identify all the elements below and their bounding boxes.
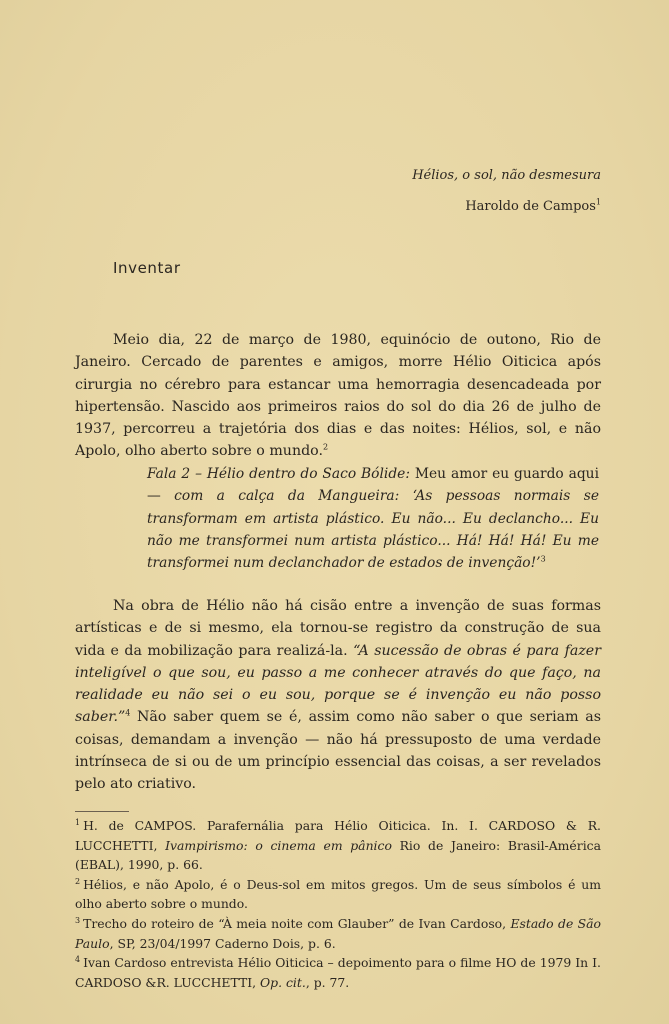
footnote-italic: Op. cit.: [260, 974, 306, 990]
paragraph-2-text-a: Na obra de Hélio não há cisão entre a invenção de suas formas artísticas e de si mesmo, ela tornou-se registro da construção de sua vida e da mobilização para realizá-la.: [75, 598, 601, 659]
paragraph-1-text: Meio dia, 22 de março de 1980, equinócio de outono, Rio de Janeiro. Cercado de parentes e amigos, morre Hélio Oiticica após cirurgia no cérebro para estancar uma hemorragia desencadeada por hipertensão. Nascido aos primeiros raios do sol do dia 26 de julho de 1937, percorreu a trajetória dos dias e das noites: Hélios, sol, e não Apolo, olho aberto sobre o mundo.: [75, 332, 601, 460]
footnote-number: 3: [75, 915, 81, 925]
footnote-text: H. de CAMPOS. Parafernália para Hélio Oiticica. In. I. CARDOSO & R. LUCCHETTI,: [75, 818, 601, 853]
footnote-3: [75, 914, 601, 953]
footnote-2: [75, 875, 601, 914]
footnote-text-end: , p. 77.: [305, 974, 350, 990]
footnote-1: [75, 816, 601, 875]
footnote-number: 2: [75, 876, 81, 886]
paragraph-2-text-b: Não saber quem se é, assim como não saber o que seriam as coisas, demandam a invenção — não há pressuposto de uma verdade intrínseca de si ou de um princípio essencial das coisas, a ser revelados pelo ato criativo.: [75, 709, 601, 793]
footnote-text: Ivan Cardoso entrevista Hélio Oiticica – depoimento para o filme HO de 1979 In I. CARDOSO &R. LUCCHETTI,: [75, 955, 601, 990]
epigraph-quote: Hélios, o sol, não desmesura: [412, 168, 601, 183]
footnote-italic: Estado de São Paulo: [75, 915, 601, 951]
block-quote: [147, 463, 599, 574]
footnote-italic: Ivampirismo: o cinema em pânico: [165, 837, 392, 853]
footnote-ref-4: 4: [125, 708, 131, 718]
footnote-text-end: , SP, 23/04/1997 Caderno Dois, p. 6.: [109, 935, 336, 951]
footnotes: [75, 816, 601, 992]
footnote-number: 4: [75, 955, 81, 965]
footnote-ref-1: 1: [595, 197, 601, 207]
paragraph-2-quote: “A sucessão de obras é para fazer inteligível o que sou, eu passo a me conhecer através do que faço, na realidade eu não sei o eu sou, porque se é invenção eu não posso saber.”: [75, 642, 601, 726]
footnote-ref-3: 3: [540, 554, 546, 564]
block-quote-speaker: Fala 2 – Hélio dentro do Saco Bólide:: [147, 466, 410, 482]
epigraph-author-name: Haroldo de Campos: [465, 199, 596, 214]
block-quote-italic: com a calça da Mangueira: ‘As pessoas normais se transformam em artista plástico. Eu não... Eu declancho... Eu não me transformei num artista plástico... Há! Há! Há! Eu me transformei num declanchador de estados de invenção!’: [147, 488, 599, 572]
paragraph-2: [75, 595, 601, 796]
footnote-number: 1: [75, 817, 81, 827]
paragraph-1: [75, 329, 601, 463]
footnote-ref-2: 2: [322, 442, 329, 452]
section-heading: Inventar: [113, 259, 181, 277]
epigraph-author: [465, 199, 601, 214]
footnote-text: Hélios, e não Apolo, é o Deus-sol em mitos gregos. Um de seus símbolos é um olho aberto sobre o mundo.: [75, 876, 601, 912]
block-quote-roman: Meu amor eu guardo aqui —: [147, 466, 599, 505]
footnote-text-end: Rio de Janeiro: Brasil-América (EBAL), 1990, p. 66.: [75, 837, 601, 873]
footnote-divider: [75, 811, 129, 812]
footnote-text: Trecho do roteiro de “À meia noite com Glauber” de Ivan Cardoso,: [83, 915, 511, 931]
footnote-4: [75, 953, 601, 992]
